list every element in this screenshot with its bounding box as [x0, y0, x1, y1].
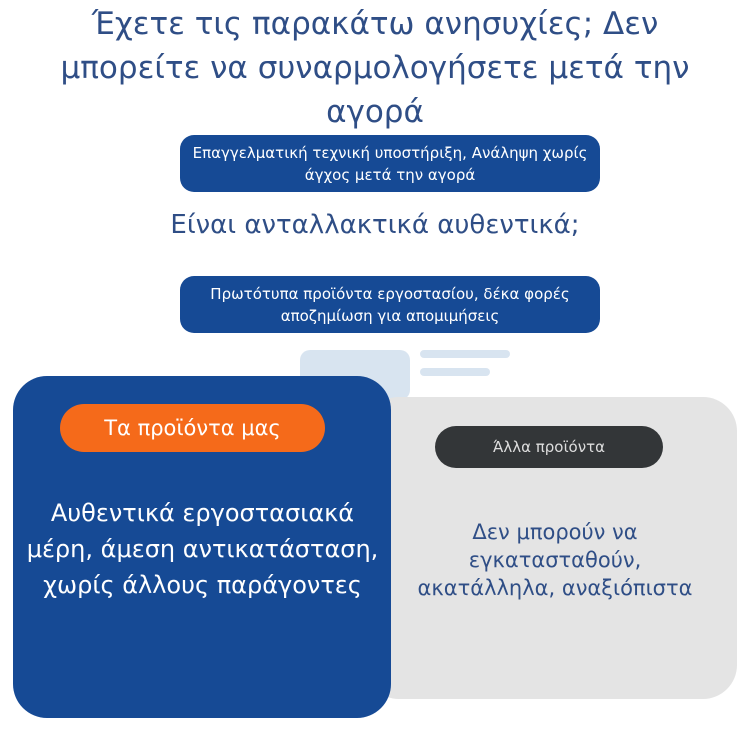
- our-products-text: Αυθεντικά εργοστασιακά μέρη, άμεση αντικατάσταση, χωρίς άλλους παράγοντες: [26, 499, 379, 599]
- support-badge: Επαγγελματική τεχνική υποστήριξη, Ανάληψη χωρίς άγχος μετά την αγορά: [180, 135, 600, 192]
- our-products-label: Τα προϊόντα μας: [60, 404, 325, 452]
- page-title: Έχετε τις παρακάτω ανησυχίες; Δεν μπορείτε να συναρμολογήσετε μετά την αγορά: [60, 6, 690, 130]
- authentic-question: Είναι ανταλλακτικά αυθεντικά;: [170, 210, 580, 240]
- original-badge: Πρωτότυπα προϊόντα εργοστασίου, δέκα φορές αποζημίωση για απομιμήσεις: [180, 276, 600, 333]
- other-products-text: Δεν μπορούν να εγκατασταθούν, ακατάλληλα, αναξιόπιστα: [417, 520, 693, 600]
- other-products-label: Άλλα προϊόντα: [435, 426, 663, 468]
